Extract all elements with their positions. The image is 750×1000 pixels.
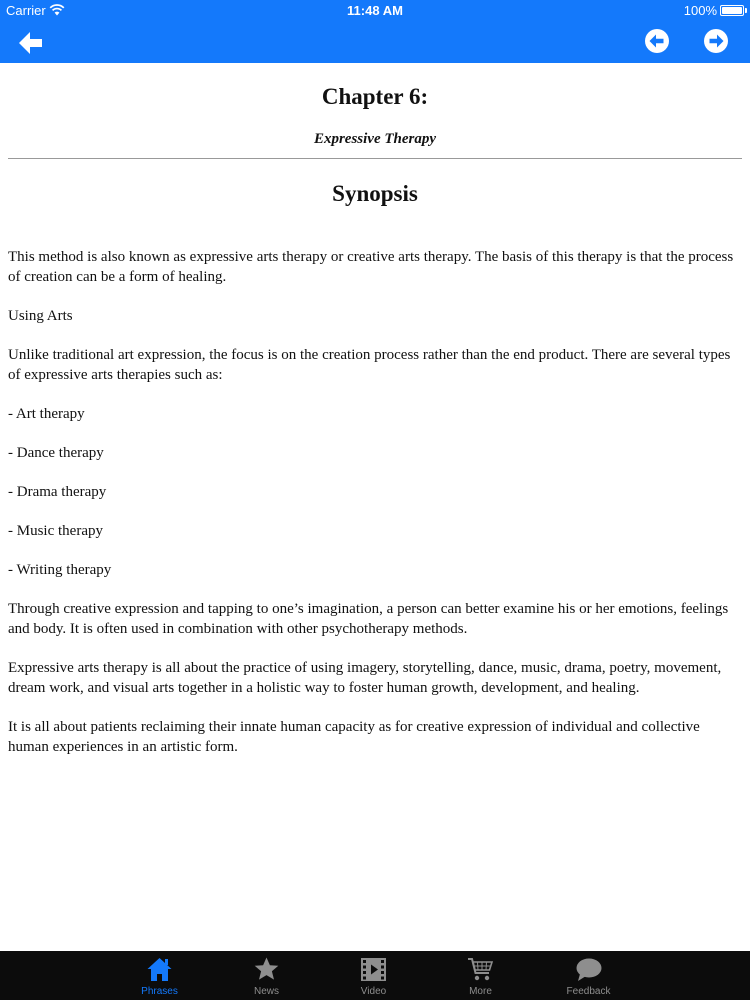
paragraph: Using Arts	[8, 308, 73, 324]
chapter-title: Chapter 6:	[321, 84, 429, 109]
star-icon	[253, 956, 280, 983]
paragraph: Through creative expression and tapping to one’s imagination, a person can better examine his or her emotions, feelings and body. It is often used in combination with other psychotherapy methods.	[8, 601, 729, 637]
section-title: Synopsis	[332, 181, 418, 206]
tab-label: More	[469, 986, 492, 997]
paragraph: Unlike traditional art expression, the focus is on the creation process rather than the end product. There are several types of expressive arts therapies such as:	[8, 347, 731, 383]
home-icon	[146, 956, 173, 983]
list-item: - Music therapy	[8, 523, 103, 539]
tab-label: Phrases	[141, 986, 178, 997]
list-item: - Writing therapy	[8, 562, 112, 578]
tab-bar	[0, 951, 750, 1000]
top-bar	[0, 0, 750, 63]
chapter-content	[0, 63, 750, 951]
film-icon	[360, 956, 387, 983]
list-item: - Drama therapy	[8, 484, 107, 500]
list-item: - Art therapy	[8, 406, 85, 422]
battery-percent: 100%	[683, 3, 717, 18]
back-button[interactable]	[16, 28, 46, 58]
tab-phrases[interactable]	[106, 951, 213, 1000]
tab-news[interactable]	[213, 951, 320, 1000]
left-arrow-icon	[18, 31, 44, 55]
tab-video[interactable]	[320, 951, 427, 1000]
paragraph: Expressive arts therapy is all about the practice of using imagery, storytelling, dance, music, drama, poetry, movement, dream work, and visual arts together in a holistic way to foster human growth, development, and healing.	[8, 660, 722, 696]
tab-feedback[interactable]	[535, 951, 642, 1000]
navigation-bar	[0, 22, 750, 63]
chat-bubble-icon	[575, 956, 602, 983]
battery-tip	[745, 8, 747, 13]
status-bar	[0, 0, 750, 22]
clock: 11:48 AM	[347, 3, 403, 18]
tab-label: Feedback	[566, 986, 611, 997]
chapter-subtitle: Expressive Therapy	[313, 131, 437, 147]
paragraph: This method is also known as expressive arts therapy or creative arts therapy. The basis of this therapy is that the process of creation can be a form of healing.	[8, 249, 734, 285]
tab-label: Video	[360, 986, 387, 997]
tab-label: News	[253, 986, 279, 997]
chapter-body	[8, 247, 744, 776]
divider	[8, 158, 742, 159]
previous-chapter-button[interactable]	[644, 28, 670, 54]
carrier-label: Carrier	[6, 3, 46, 18]
next-chapter-button[interactable]	[703, 28, 729, 54]
paragraph: It is all about patients reclaiming their innate human capacity as for creative expression of individual and collective human experiences in an artistic form.	[8, 719, 700, 755]
battery-icon	[720, 5, 744, 16]
list-item: - Dance therapy	[8, 445, 104, 461]
cart-icon	[467, 956, 494, 983]
tab-more[interactable]	[427, 951, 534, 1000]
